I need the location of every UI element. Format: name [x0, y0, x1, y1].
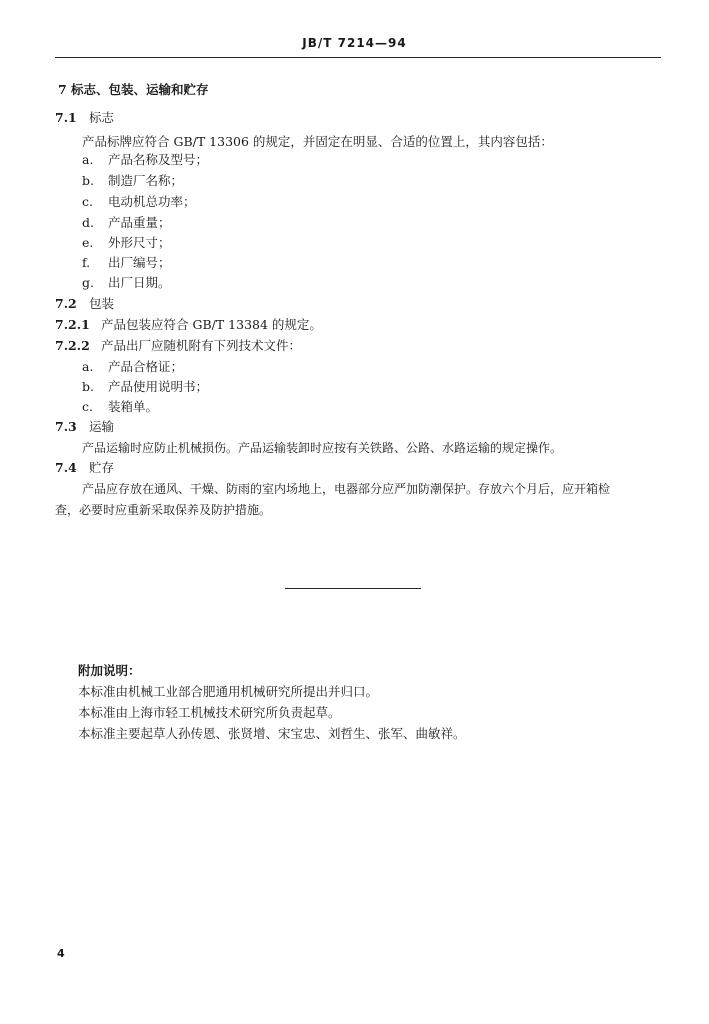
section-7-3-number: 7.3 [55, 419, 77, 434]
section-7-1-number: 7.1 [55, 110, 77, 125]
list-item-marker: a. [82, 359, 94, 374]
section-7-2-2 [55, 338, 301, 354]
section-7-2-title-line [55, 296, 114, 312]
list-item-marker: g. [82, 275, 94, 290]
notes-line-2: 本标准由上海市轻工机械技术研究所负责起草。 [78, 705, 341, 720]
list-item-marker: c. [82, 194, 93, 209]
section-7-2-1-number: 7.2.1 [55, 317, 90, 332]
list-item-marker: c. [82, 399, 93, 414]
list-item-marker: b. [82, 173, 94, 188]
section-7-3-text: 产品运输时应防止机械损伤。产品运输装卸时应按有关铁路、公路、水路运输的规定操作。 [82, 441, 563, 455]
list-item-text: 电动机总功率； [108, 194, 196, 209]
list-item [82, 275, 171, 291]
section-7-2-title: 包装 [89, 296, 115, 311]
end-divider [285, 588, 421, 589]
list-item-text: 制造厂名称； [108, 173, 184, 188]
notes-line-1: 本标准由机械工业部合肥通用机械研究所提出并归口。 [78, 684, 379, 699]
list-item-text: 装箱单。 [108, 399, 159, 414]
section-7-4-text-line2: 查，必要时应重新采取保养及防护措施。 [55, 503, 272, 517]
list-item-text: 产品合格证； [108, 359, 184, 374]
section-7-2-2-text: 产品出厂应随机附有下列技术文件： [101, 338, 302, 353]
section-7-4-title: 贮存 [89, 460, 115, 475]
section-7-2-1-text: 产品包装应符合 GB/T 13384 的规定。 [101, 317, 322, 332]
list-item [82, 152, 208, 168]
list-item-text: 出厂日期。 [108, 275, 171, 290]
list-item [82, 399, 158, 415]
section-7-2-1 [55, 317, 322, 333]
list-item-text: 外形尺寸； [108, 235, 171, 250]
list-item [82, 173, 183, 189]
standard-code: JB/T 7214—94 [302, 36, 407, 50]
list-item-text: 产品名称及型号； [108, 152, 209, 167]
section-7-3-title-line [55, 419, 114, 435]
section-7-2-number: 7.2 [55, 296, 77, 311]
section-7-heading: 7 标志、包装、运输和贮存 [58, 82, 209, 97]
list-item [82, 255, 171, 271]
list-item-marker: d. [82, 215, 94, 230]
notes-line-3: 本标准主要起草人孙传恩、张贤增、宋宝忠、刘哲生、张军、曲敏祥。 [78, 726, 466, 741]
section-7-4-title-line [55, 460, 114, 476]
list-item [82, 359, 183, 375]
section-7-4-number: 7.4 [55, 460, 77, 475]
list-item-text: 出厂编号； [108, 255, 171, 270]
section-7-1-title-line [55, 110, 114, 126]
section-7-1-intro: 产品标牌应符合 GB/T 13306 的规定，并固定在明显、合适的位置上，其内容包括： [82, 134, 553, 149]
list-item [82, 235, 171, 251]
header-rule [55, 57, 661, 58]
list-item-marker: e. [82, 235, 94, 250]
list-item [82, 194, 196, 210]
list-item-marker: f. [82, 255, 91, 270]
section-7-4-text-line1: 产品应存放在通风、干燥、防雨的室内场地上，电器部分应严加防潮保护。存放六个月后，应开箱检 [82, 482, 611, 496]
page-number: 4 [57, 947, 65, 960]
list-item-text: 产品重量； [108, 215, 171, 230]
list-item-text: 产品使用说明书； [108, 379, 209, 394]
list-item-marker: b. [82, 379, 94, 394]
section-7-3-title: 运输 [89, 419, 115, 434]
section-7-2-2-number: 7.2.2 [55, 338, 90, 353]
list-item [82, 215, 171, 231]
section-7-1-title: 标志 [89, 110, 115, 125]
list-item [82, 379, 208, 395]
list-item-marker: a. [82, 152, 94, 167]
notes-heading: 附加说明： [78, 663, 141, 678]
